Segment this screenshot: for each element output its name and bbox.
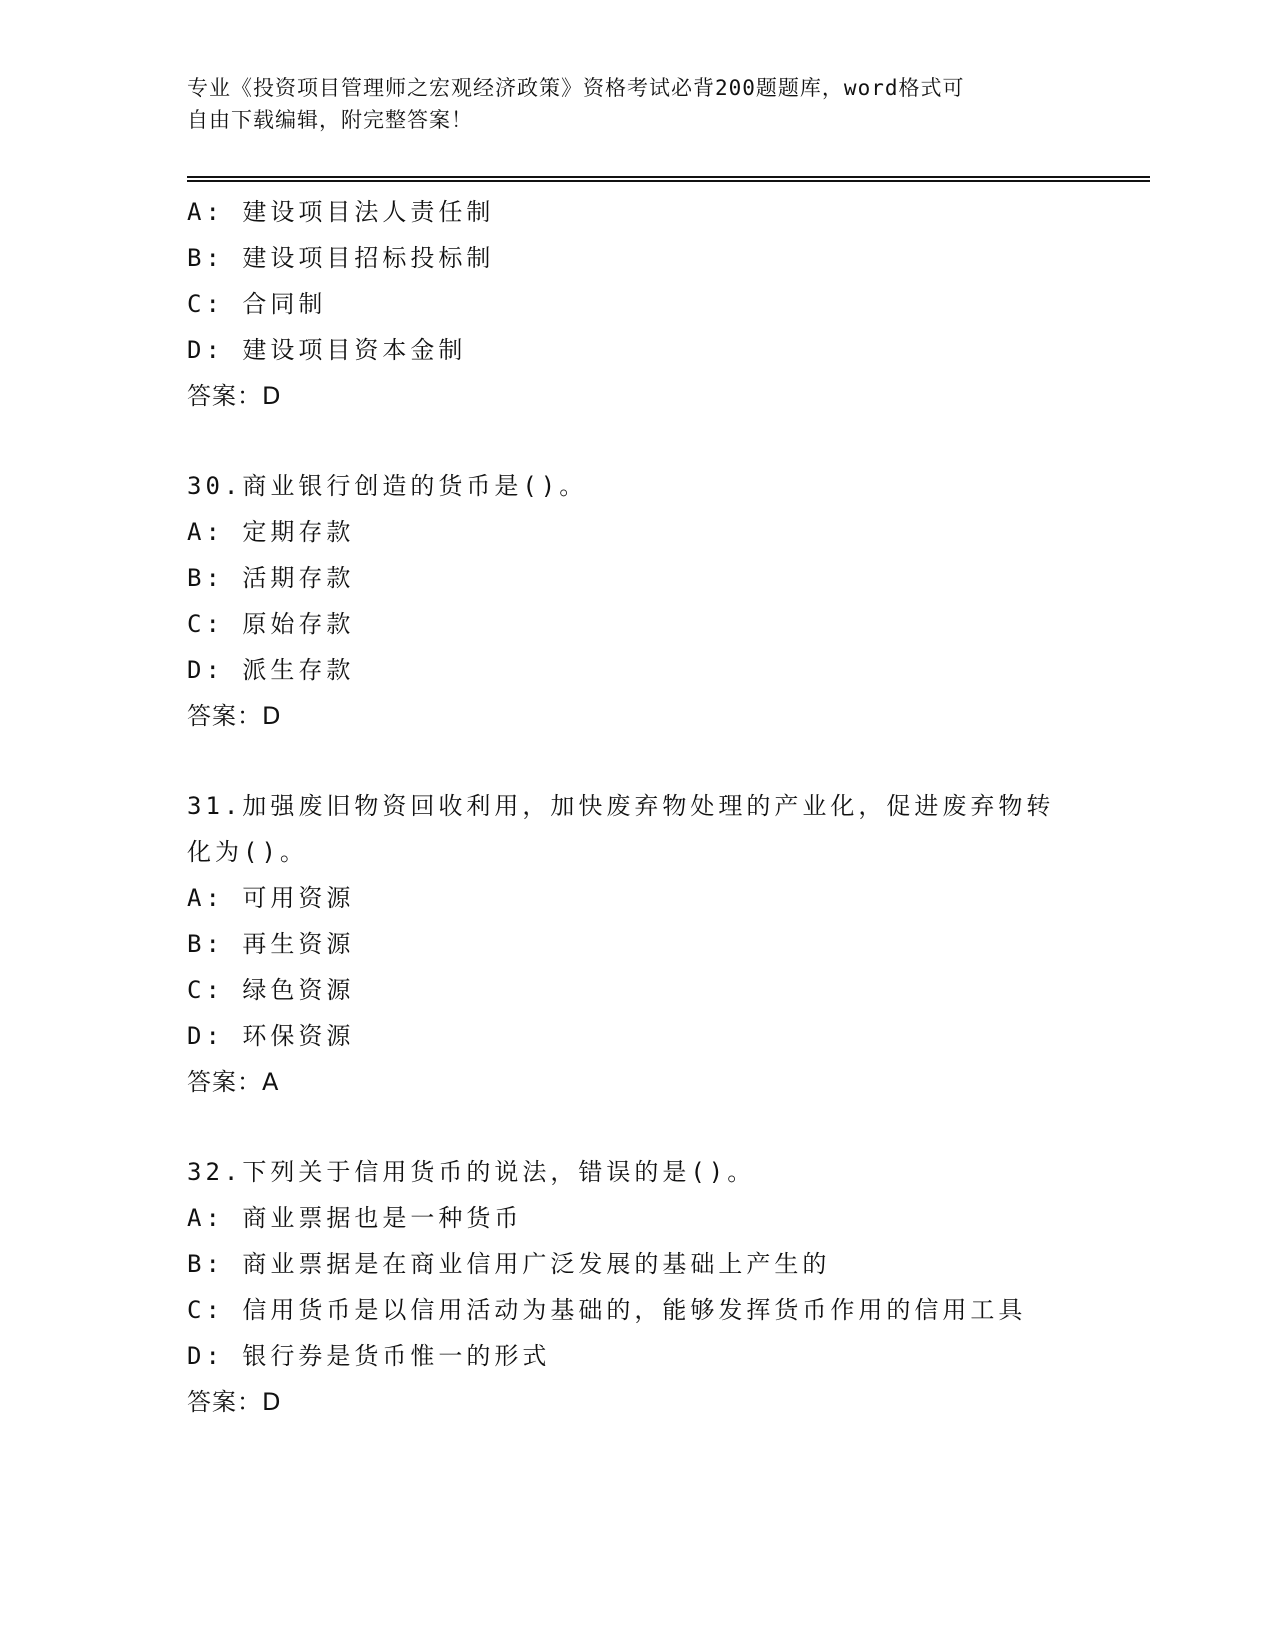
- answer: 答案：D: [187, 702, 282, 730]
- header-line-2: 自由下载编辑，附完整答案！: [187, 108, 473, 132]
- question-block-31: [187, 783, 1087, 1105]
- option-c: C: 绿色资源: [187, 976, 355, 1004]
- header-line-1: 专业《投资项目管理师之宏观经济政策》资格考试必背200题题库，word格式可: [187, 76, 965, 100]
- option-d: D: 银行券是货币惟一的形式: [187, 1342, 551, 1370]
- option-d: D: 环保资源: [187, 1022, 355, 1050]
- divider-line-top: [187, 176, 1150, 178]
- answer: 答案：D: [187, 1388, 282, 1416]
- question-list: [187, 189, 1087, 1425]
- question-text: 30.商业银行创造的货币是()。: [187, 472, 588, 500]
- option-b: B: 再生资源: [187, 930, 355, 958]
- option-a: A: 商业票据也是一种货币: [187, 1204, 523, 1232]
- answer: 答案：D: [187, 382, 282, 410]
- option-a: A: 可用资源: [187, 884, 355, 912]
- option-d: D: 建设项目资本金制: [187, 336, 467, 364]
- option-a: A: 建设项目法人责任制: [187, 198, 495, 226]
- option-b: B: 商业票据是在商业信用广泛发展的基础上产生的: [187, 1250, 831, 1278]
- spacer: [187, 419, 1087, 463]
- answer: 答案：A: [187, 1068, 280, 1096]
- question-text-line-1: 31.加强废旧物资回收利用，加快废弃物处理的产业化，促进废弃物转: [187, 792, 1055, 820]
- option-b: B: 活期存款: [187, 564, 355, 592]
- header-divider: [187, 176, 1150, 182]
- spacer: [187, 1105, 1087, 1149]
- option-a: A: 定期存款: [187, 518, 355, 546]
- option-d: D: 派生存款: [187, 656, 355, 684]
- question-text-line-2: 化为()。: [187, 838, 308, 866]
- divider-line-bottom: [187, 180, 1150, 182]
- option-c: C: 原始存款: [187, 610, 355, 638]
- question-text: 32.下列关于信用货币的说法，错误的是()。: [187, 1158, 756, 1186]
- document-header: [187, 72, 1067, 136]
- question-block-30: [187, 463, 1087, 739]
- question-block-continued: [187, 189, 1087, 419]
- spacer: [187, 739, 1087, 783]
- question-block-32: [187, 1149, 1087, 1425]
- option-c: C: 合同制: [187, 290, 327, 318]
- option-b: B: 建设项目招标投标制: [187, 244, 495, 272]
- option-c: C: 信用货币是以信用活动为基础的，能够发挥货币作用的信用工具: [187, 1296, 1027, 1324]
